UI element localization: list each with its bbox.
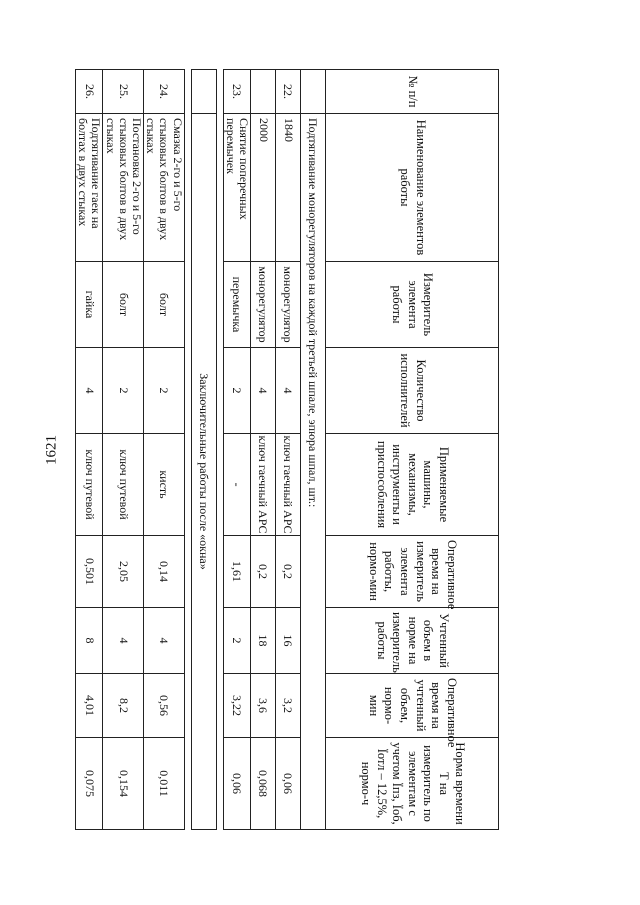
cell-volume: 4 — [144, 608, 185, 674]
table-row — [251, 70, 276, 830]
cell-workers: 4 — [276, 348, 301, 434]
cell-tools: ключ гаечный АРС — [251, 434, 276, 536]
cell-meter: монорегулятор — [251, 262, 276, 348]
section-title-1: Подтягивание монорегуляторов на каждой третьей шпале, эпюра шпал, шт.: — [301, 114, 326, 830]
cell-workers: 4 — [251, 348, 276, 434]
rotated-table-wrapper — [76, 69, 499, 829]
cell-op-time: 0,14 — [144, 536, 185, 608]
cell-meter: перемычка — [223, 262, 250, 348]
cell-name: Подтягивание гаек на болтах в двух стыках — [76, 114, 103, 262]
header-row — [326, 70, 499, 830]
cell-volume: 16 — [276, 608, 301, 674]
cell-volume: 2 — [223, 608, 250, 674]
cell-norm: 0,06 — [223, 738, 250, 830]
cell-name: 2000 — [251, 114, 276, 262]
cell-norm: 0,011 — [144, 738, 185, 830]
cell-op-total: 3,6 — [251, 674, 276, 738]
cell-no: 25. — [103, 70, 144, 114]
norms-table — [75, 69, 499, 830]
page-number: 1621 — [43, 435, 60, 465]
header-op-total: Оперативное время на учтенный объем, нормо-мин — [326, 674, 499, 738]
section-title-2: Заключительные работы после «окна» — [191, 114, 216, 830]
cell-norm: 0,075 — [76, 738, 103, 830]
cell-op-total: 8,2 — [103, 674, 144, 738]
cell-no: 22. — [276, 70, 301, 114]
header-norm: Норма времени Т на измеритель по элементам с учетом Ïпз, Ïоб, Ïотл – 12,5%, нормо-ч — [326, 738, 499, 830]
cell-volume: 4 — [103, 608, 144, 674]
cell-norm: 0,154 — [103, 738, 144, 830]
cell-meter: болт — [144, 262, 185, 348]
header-tools: Применяемые машины, механизмы, инструменты и приспособления — [326, 434, 499, 536]
table-row — [223, 70, 250, 830]
cell-meter: монорегулятор — [276, 262, 301, 348]
cell-name: Постановка 2-го и 5-го стыковых болтов в двух стыках — [103, 114, 144, 262]
cell-name: Смазка 2-го и 5-го стыковых болтов в двух стыках — [144, 114, 185, 262]
table-row — [144, 70, 185, 830]
cell-name: Снятие поперечных перемычек — [223, 114, 250, 262]
cell-tools: ключ гаечный АРС — [276, 434, 301, 536]
cell-norm: 0,068 — [251, 738, 276, 830]
gap-row — [184, 70, 191, 830]
header-name: Наименование элементов работы — [326, 114, 499, 262]
cell-norm: 0,06 — [276, 738, 301, 830]
cell-tools: кисть — [144, 434, 185, 536]
cell-op-time: 2,05 — [103, 536, 144, 608]
cell-workers: 2 — [223, 348, 250, 434]
cell-tools: ключ путевой — [76, 434, 103, 536]
cell-op-time: 0,2 — [276, 536, 301, 608]
cell-workers: 2 — [103, 348, 144, 434]
section-row — [301, 70, 326, 830]
header-workers: Количество исполнителей — [326, 348, 499, 434]
cell-op-total: 4,01 — [76, 674, 103, 738]
cell-no — [251, 70, 276, 114]
cell-tools: - — [223, 434, 250, 536]
cell-meter: гайка — [76, 262, 103, 348]
cell-name: 1840 — [276, 114, 301, 262]
gap-row — [216, 70, 223, 830]
cell-no: 26. — [76, 70, 103, 114]
header-op-time: Оперативное время на измеритель элемента работы, нормо-мин — [326, 536, 499, 608]
cell-op-total: 3,22 — [223, 674, 250, 738]
cell-tools: ключ путевой — [103, 434, 144, 536]
cell-volume: 18 — [251, 608, 276, 674]
table-row — [103, 70, 144, 830]
cell-volume: 8 — [76, 608, 103, 674]
cell-op-time: 0,2 — [251, 536, 276, 608]
cell-op-total: 3,2 — [276, 674, 301, 738]
cell-workers: 2 — [144, 348, 185, 434]
cell-meter: болт — [103, 262, 144, 348]
table-row — [76, 70, 103, 830]
cell-op-time: 1,61 — [223, 536, 250, 608]
cell-workers: 4 — [76, 348, 103, 434]
cell-no: 24. — [144, 70, 185, 114]
header-meter: Измеритель элемента работы — [326, 262, 499, 348]
table-row — [276, 70, 301, 830]
section-row — [191, 70, 216, 830]
cell-op-time: 0,501 — [76, 536, 103, 608]
header-no: № п/п — [326, 70, 499, 114]
header-volume: Учтенный объем в норме на измеритель работы — [326, 608, 499, 674]
cell-no: 23. — [223, 70, 250, 114]
cell-op-total: 0,56 — [144, 674, 185, 738]
